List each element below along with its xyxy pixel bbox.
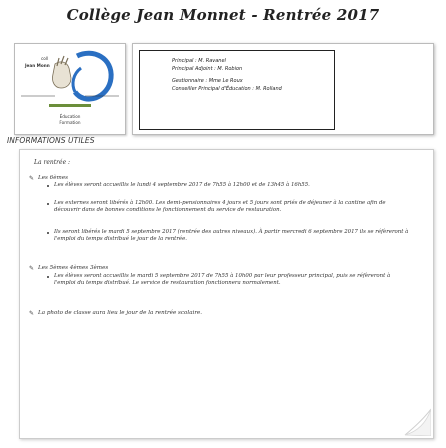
bullet-dot	[47, 185, 49, 187]
bullet-dot	[47, 203, 49, 205]
logo-subcaption: Formation	[59, 120, 81, 125]
content-heading: La rentrée :	[34, 159, 71, 166]
bullet-dot	[47, 276, 49, 278]
contacts-frame	[139, 50, 335, 130]
page-fold-icon	[395, 407, 431, 436]
sixiemes-bullet-2: Les externes seront libérés à 12h00. Les demi-pensionnaires 4 jours et 5 jours sont priés de déjeuner à la cantine afin de découvrir dans de bonnes conditions le fonctionnement du service de restauration.	[54, 200, 386, 214]
bullet-dot	[47, 232, 49, 234]
autres-bullet-1: Les élèves seront accueillis le mardi 5 septembre 2017 de 7h55 à 10h00 par leur professeur principal, puis se réfèreront à l'emploi du temps distribué. Le service de restauration fonctionnera normalement.	[54, 273, 391, 287]
section-label: INFORMATIONS UTILES	[7, 136, 95, 145]
college-logo-card	[14, 43, 126, 135]
contact-cpe: Conseiller Principal d'Éducation : M. Rolland	[172, 86, 282, 92]
sixiemes-bullet-1: Les élèves seront accueillis le lundi 4 septembre 2017 de 7h55 à 12h00 et de 13h45 à 16h55.	[54, 182, 310, 188]
logo-text-line1: coll	[41, 56, 49, 61]
autres-label: Les 5èmes 4èmes 3èmes	[38, 265, 109, 271]
contact-gestionnaire: Gestionnaire : Mme Le Roux	[172, 78, 243, 84]
sixiemes-bullet-3: Ils seront libérés le mardi 5 septembre 2017 (rentrée des autres niveaux). À partir mercredi 6 septembre 2017 ils se réfèreront à l'emploi du temps distribué le jour de la rentrée.	[54, 229, 409, 243]
logo-text-line2: Jean Monn	[25, 63, 50, 68]
contact-principal: Principal : M. Ravanel	[172, 58, 226, 64]
pencil-icon: ✎	[29, 175, 35, 182]
pencil-icon: ✎	[29, 265, 35, 272]
contacts-card	[132, 43, 434, 135]
logo-caption: Éducation	[59, 114, 81, 119]
content-card	[19, 149, 434, 439]
pencil-icon: ✎	[29, 310, 35, 317]
contact-adjoint: Principal Adjoint : M. Robion	[172, 66, 243, 72]
sixiemes-label: Les 6èmes	[38, 175, 69, 181]
page-title: Collège Jean Monnet - Rentrée 2017	[66, 6, 380, 24]
photo-note: La photo de classe aura lieu le jour de la rentrée scolaire.	[38, 310, 203, 316]
